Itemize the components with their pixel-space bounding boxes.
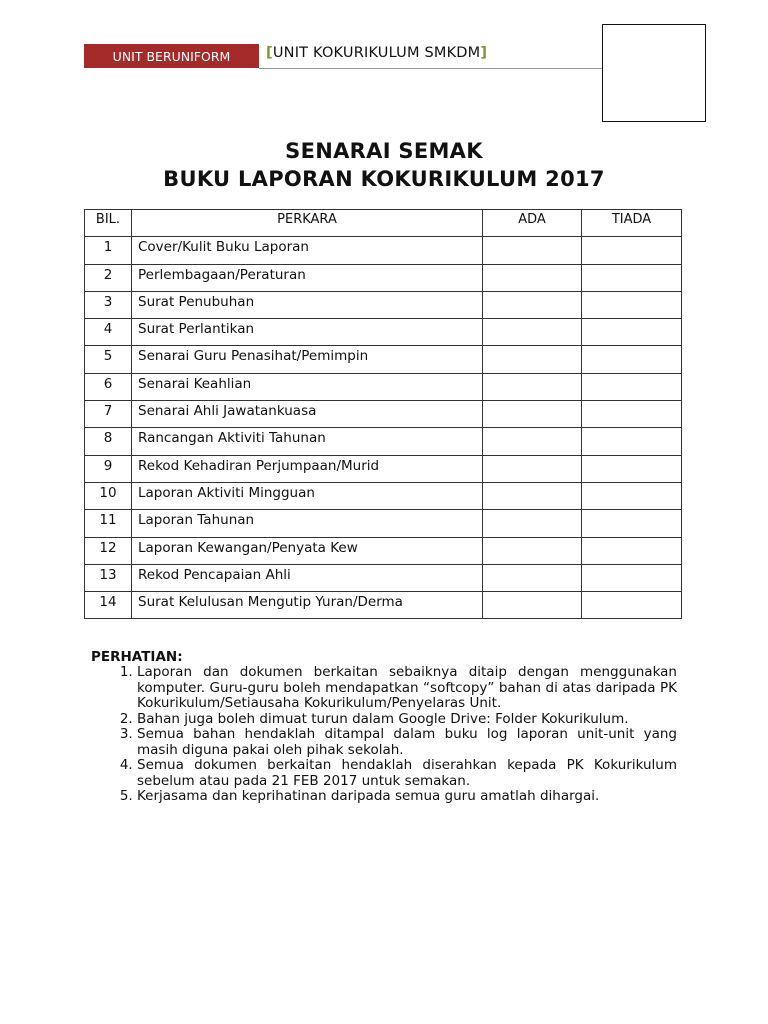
- cell-perkara: Senarai Guru Penasihat/Pemimpin: [132, 346, 483, 373]
- header-perkara: PERKARA: [132, 210, 483, 237]
- cell-ada[interactable]: [483, 291, 582, 318]
- table-row: [85, 428, 682, 455]
- unit-name-heading: [266, 45, 487, 61]
- checklist-table: [84, 209, 682, 619]
- notes-heading: PERHATIAN:: [91, 649, 183, 665]
- note-item: 2. Bahan juga boleh dimuat turun dalam Google Drive: Folder Kokurikulum.: [137, 712, 677, 728]
- table-row: [85, 319, 682, 346]
- cell-perkara: Surat Kelulusan Mengutip Yuran/Derma: [132, 592, 483, 619]
- bracket-open: [: [266, 45, 273, 61]
- cell-ada[interactable]: [483, 455, 582, 482]
- table-row: [85, 264, 682, 291]
- cell-bil: 2: [85, 264, 132, 291]
- cell-tiada[interactable]: [582, 373, 682, 400]
- cell-perkara: Perlembagaan/Peraturan: [132, 264, 483, 291]
- cell-bil: 1: [85, 237, 132, 264]
- checklist-body: [85, 237, 682, 619]
- cell-tiada[interactable]: [582, 264, 682, 291]
- cell-ada[interactable]: [483, 510, 582, 537]
- cell-ada[interactable]: [483, 237, 582, 264]
- cell-perkara: Senarai Ahli Jawatankuasa: [132, 401, 483, 428]
- table-row: [85, 592, 682, 619]
- note-item: 5. Kerjasama dan keprihatinan daripada semua guru amatlah dihargai.: [137, 789, 677, 805]
- cell-tiada[interactable]: [582, 428, 682, 455]
- cell-bil: 14: [85, 592, 132, 619]
- title-line-1: SENARAI SEMAK: [285, 139, 483, 163]
- cell-tiada[interactable]: [582, 237, 682, 264]
- cell-perkara: Senarai Keahlian: [132, 373, 483, 400]
- cell-ada[interactable]: [483, 401, 582, 428]
- photo-placeholder-box: [602, 24, 706, 122]
- cell-ada[interactable]: [483, 482, 582, 509]
- cell-bil: 11: [85, 510, 132, 537]
- header-tiada: TIADA: [582, 210, 682, 237]
- notes-list: [91, 665, 677, 805]
- cell-tiada[interactable]: [582, 401, 682, 428]
- table-row: [85, 373, 682, 400]
- cell-tiada[interactable]: [582, 592, 682, 619]
- cell-ada[interactable]: [483, 428, 582, 455]
- table-row: [85, 537, 682, 564]
- table-row: [85, 291, 682, 318]
- table-row: [85, 401, 682, 428]
- title-line-2: BUKU LAPORAN KOKURIKULUM 2017: [163, 167, 605, 191]
- cell-perkara: Laporan Kewangan/Penyata Kew: [132, 537, 483, 564]
- cell-bil: 6: [85, 373, 132, 400]
- table-header-row: [85, 210, 682, 237]
- cell-bil: 4: [85, 319, 132, 346]
- table-row: [85, 346, 682, 373]
- cell-tiada[interactable]: [582, 537, 682, 564]
- table-row: [85, 510, 682, 537]
- cell-bil: 8: [85, 428, 132, 455]
- cell-bil: 9: [85, 455, 132, 482]
- cell-tiada[interactable]: [582, 319, 682, 346]
- table-row: [85, 455, 682, 482]
- note-item: 1. Laporan dan dokumen berkaitan sebaiknya ditaip dengan menggunakan komputer. Guru-guru boleh mendapatkan “softcopy” bahan di atas daripada PK Kokurikulum/Setiausaha Kokurikulum/Penyelaras Unit.: [137, 665, 677, 712]
- cell-bil: 7: [85, 401, 132, 428]
- cell-perkara: Cover/Kulit Buku Laporan: [132, 237, 483, 264]
- cell-perkara: Laporan Tahunan: [132, 510, 483, 537]
- cell-ada[interactable]: [483, 537, 582, 564]
- cell-ada[interactable]: [483, 373, 582, 400]
- header-divider: [259, 68, 602, 69]
- cell-perkara: Rekod Kehadiran Perjumpaan/Murid: [132, 455, 483, 482]
- table-row: [85, 482, 682, 509]
- cell-ada[interactable]: [483, 592, 582, 619]
- cell-perkara: Surat Perlantikan: [132, 319, 483, 346]
- cell-tiada[interactable]: [582, 455, 682, 482]
- cell-bil: 10: [85, 482, 132, 509]
- cell-tiada[interactable]: [582, 346, 682, 373]
- cell-perkara: Rekod Pencapaian Ahli: [132, 564, 483, 591]
- cell-tiada[interactable]: [582, 564, 682, 591]
- unit-label-banner: [84, 44, 259, 68]
- notes-section: [91, 649, 677, 805]
- cell-ada[interactable]: [483, 564, 582, 591]
- cell-ada[interactable]: [483, 264, 582, 291]
- table-row: [85, 564, 682, 591]
- header-ada: ADA: [483, 210, 582, 237]
- note-item: 3. Semua bahan hendaklah ditampal dalam buku log laporan unit-unit yang masih diguna pakai oleh pihak sekolah.: [137, 727, 677, 758]
- cell-tiada[interactable]: [582, 510, 682, 537]
- cell-perkara: Laporan Aktiviti Mingguan: [132, 482, 483, 509]
- header-bil: BIL.: [85, 210, 132, 237]
- cell-bil: 5: [85, 346, 132, 373]
- cell-bil: 12: [85, 537, 132, 564]
- bracket-close: ]: [480, 45, 488, 61]
- cell-tiada[interactable]: [582, 482, 682, 509]
- cell-tiada[interactable]: [582, 291, 682, 318]
- table-row: [85, 237, 682, 264]
- note-item: 4. Semua dokumen berkaitan hendaklah diserahkan kepada PK Kokurikulum sebelum atau pada 21 FEB 2017 untuk semakan.: [137, 758, 677, 789]
- cell-perkara: Surat Penubuhan: [132, 291, 483, 318]
- cell-bil: 13: [85, 564, 132, 591]
- cell-ada[interactable]: [483, 319, 582, 346]
- cell-ada[interactable]: [483, 346, 582, 373]
- cell-perkara: Rancangan Aktiviti Tahunan: [132, 428, 483, 455]
- unit-name: UNIT KOKURIKULUM SMKDM: [272, 45, 481, 61]
- unit-label: UNIT BERUNIFORM: [112, 48, 231, 64]
- cell-bil: 3: [85, 291, 132, 318]
